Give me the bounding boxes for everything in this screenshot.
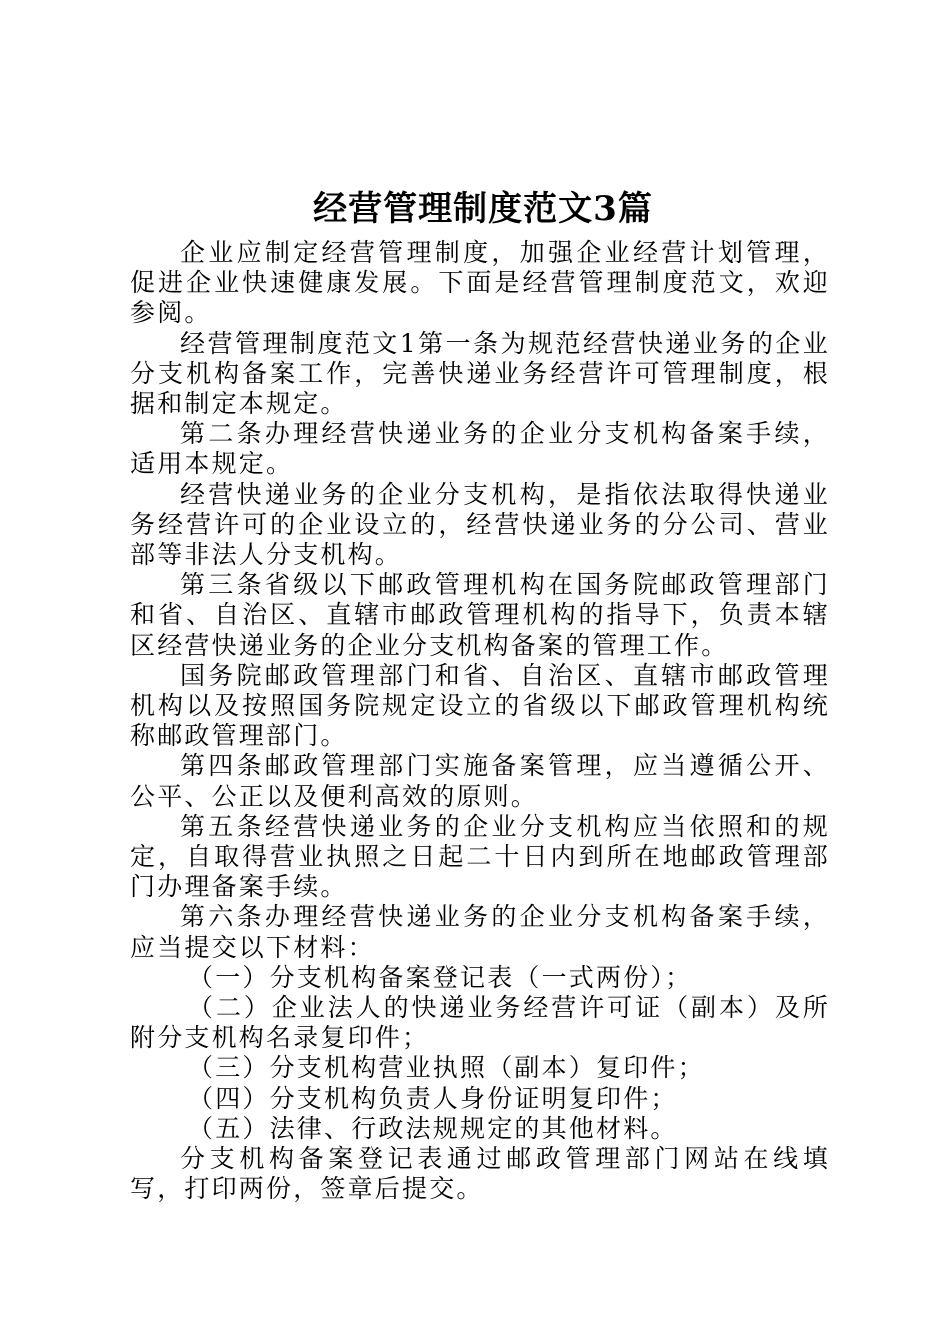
list-item-materials-5: （五）法律、行政法规规定的其他材料。 — [188, 1113, 678, 1143]
paragraph-article-6: 第六条办理经营快递业务的企业分支机构备案手续，应当提交以下材料： — [130, 902, 830, 962]
paragraph-article-5: 第五条经营快递业务的企业分支机构应当依照和的规定，自取得营业执照之日起二十日内到所在地邮政管理部门办理备案手续。 — [130, 811, 830, 902]
list-item-materials-4: （四）分支机构负责人身份证明复印件； — [188, 1083, 678, 1113]
list-item-materials-1: （一）分支机构备案登记表（一式两份）； — [188, 962, 693, 992]
paragraph-registration-form: 分支机构备案登记表通过邮政管理部门网站在线填写，打印两份，签章后提交。 — [130, 1144, 830, 1204]
paragraph-postal-authorities: 国务院邮政管理部门和省、自治区、直辖市邮政管理机构以及按照国务院规定设立的省级以下邮政管理机构统称邮政管理部门。 — [130, 660, 830, 751]
paragraph-article-1: 经营管理制度范文1第一条为规范经营快递业务的企业分支机构备案工作，完善快递业务经营许可管理制度，根据和制定本规定。 — [130, 328, 830, 419]
list-item-materials-3: （三）分支机构营业执照（副本）复印件； — [188, 1053, 705, 1083]
document-body — [130, 186, 830, 1205]
paragraph-article-4: 第四条邮政管理部门实施备案管理，应当遵循公开、公平、公正以及便利高效的原则。 — [130, 751, 830, 811]
list-item-materials-2: （二）企业法人的快递业务经营许可证（副本）及所附分支机构名录复印件； — [130, 993, 830, 1053]
paragraph-branch-definition: 经营快递业务的企业分支机构，是指依法取得快递业务经营许可的企业设立的，经营快递业务的分公司、营业部等非法人分支机构。 — [130, 479, 830, 570]
document-title: 经营管理制度范文3篇 — [313, 189, 653, 229]
paragraph-intro: 企业应制定经营管理制度，加强企业经营计划管理，促进企业快速健康发展。下面是经营管理制度范文，欢迎参阅。 — [130, 238, 830, 328]
paragraph-article-3: 第三条省级以下邮政管理机构在国务院邮政管理部门和省、自治区、直辖市邮政管理机构的指导下，负责本辖区经营快递业务的企业分支机构备案的管理工作。 — [130, 570, 830, 660]
paragraph-article-2: 第二条办理经营快递业务的企业分支机构备案手续，适用本规定。 — [130, 419, 830, 479]
